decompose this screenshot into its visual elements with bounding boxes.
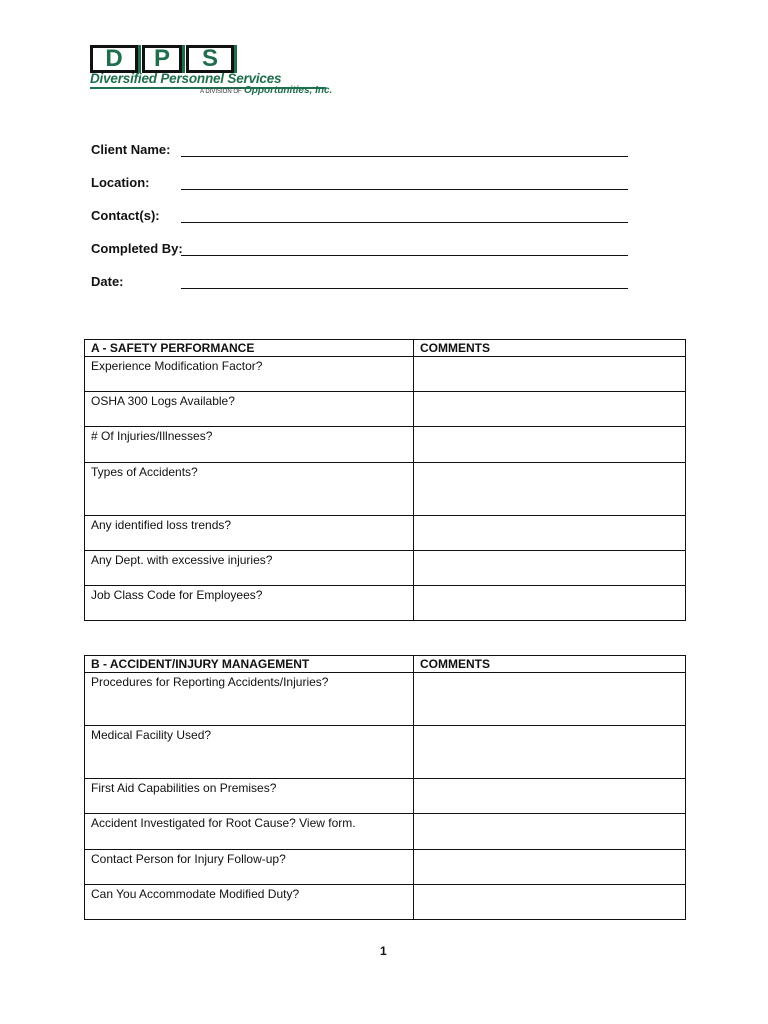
table-row <box>85 427 686 463</box>
question-cell: First Aid Capabilities on Premises? <box>85 779 414 814</box>
question-cell: Any Dept. with excessive injuries? <box>85 551 414 586</box>
question-cell: Any identified loss trends? <box>85 516 414 551</box>
date-label: Date: <box>91 274 124 289</box>
section-b-comments-header: COMMENTS <box>414 656 686 673</box>
comment-cell[interactable] <box>414 850 686 885</box>
question-cell: Types of Accidents? <box>85 463 414 516</box>
logo-letters <box>90 45 234 73</box>
question-cell: OSHA 300 Logs Available? <box>85 392 414 427</box>
table-row <box>85 516 686 551</box>
logo-division-prefix: A DIVISION OF <box>200 89 242 95</box>
table-row <box>85 850 686 885</box>
table-row <box>85 814 686 850</box>
section-b-title: B - ACCIDENT/INJURY MANAGEMENT <box>85 656 414 673</box>
comment-cell[interactable] <box>414 427 686 463</box>
logo-division-name: Opportunities, Inc. <box>244 85 333 96</box>
question-cell: Can You Accommodate Modified Duty? <box>85 885 414 920</box>
question-cell: Contact Person for Injury Follow-up? <box>85 850 414 885</box>
contacts-line[interactable] <box>181 222 628 223</box>
table-row <box>85 392 686 427</box>
comment-cell[interactable] <box>414 551 686 586</box>
table-row <box>85 463 686 516</box>
contacts-label: Contact(s): <box>91 208 160 223</box>
table-header-row <box>85 656 686 673</box>
question-cell: Job Class Code for Employees? <box>85 586 414 621</box>
logo-letter-s: S <box>186 45 234 73</box>
comment-cell[interactable] <box>414 586 686 621</box>
table-row <box>85 673 686 726</box>
section-a-title: A - SAFETY PERFORMANCE <box>85 340 414 357</box>
comment-cell[interactable] <box>414 814 686 850</box>
completed-by-line[interactable] <box>181 255 628 256</box>
section-a-comments-header: COMMENTS <box>414 340 686 357</box>
question-cell: Experience Modification Factor? <box>85 357 414 392</box>
logo-letter-d: D <box>90 45 138 73</box>
question-cell: Accident Investigated for Root Cause? View form. <box>85 814 414 850</box>
date-field[interactable] <box>91 274 181 289</box>
contacts-field[interactable] <box>91 208 181 223</box>
comment-cell[interactable] <box>414 885 686 920</box>
client-name-label: Client Name: <box>91 142 171 157</box>
question-cell: # Of Injuries/Illnesses? <box>85 427 414 463</box>
comment-cell[interactable] <box>414 516 686 551</box>
completed-by-label: Completed By: <box>91 241 183 256</box>
location-line[interactable] <box>181 189 628 190</box>
table-row <box>85 586 686 621</box>
accident-injury-management-table <box>84 655 686 920</box>
comment-cell[interactable] <box>414 673 686 726</box>
page-number: 1 <box>380 944 387 958</box>
table-row <box>85 779 686 814</box>
date-line[interactable] <box>181 288 628 289</box>
comment-cell[interactable] <box>414 463 686 516</box>
table-row <box>85 726 686 779</box>
question-cell: Procedures for Reporting Accidents/Injuries? <box>85 673 414 726</box>
location-label: Location: <box>91 175 150 190</box>
table-row <box>85 357 686 392</box>
logo-letter-p: P <box>142 45 182 73</box>
table-row <box>85 885 686 920</box>
table-row <box>85 551 686 586</box>
question-cell: Medical Facility Used? <box>85 726 414 779</box>
completed-by-field[interactable] <box>91 241 181 256</box>
comment-cell[interactable] <box>414 726 686 779</box>
comment-cell[interactable] <box>414 779 686 814</box>
location-field[interactable] <box>91 175 181 190</box>
dps-logo <box>90 45 333 100</box>
comment-cell[interactable] <box>414 357 686 392</box>
table-header-row <box>85 340 686 357</box>
client-name-field[interactable] <box>91 142 181 157</box>
client-name-line[interactable] <box>181 156 628 157</box>
safety-performance-table <box>84 339 686 621</box>
logo-company-name: Diversified Personnel Services <box>90 71 282 86</box>
comment-cell[interactable] <box>414 392 686 427</box>
